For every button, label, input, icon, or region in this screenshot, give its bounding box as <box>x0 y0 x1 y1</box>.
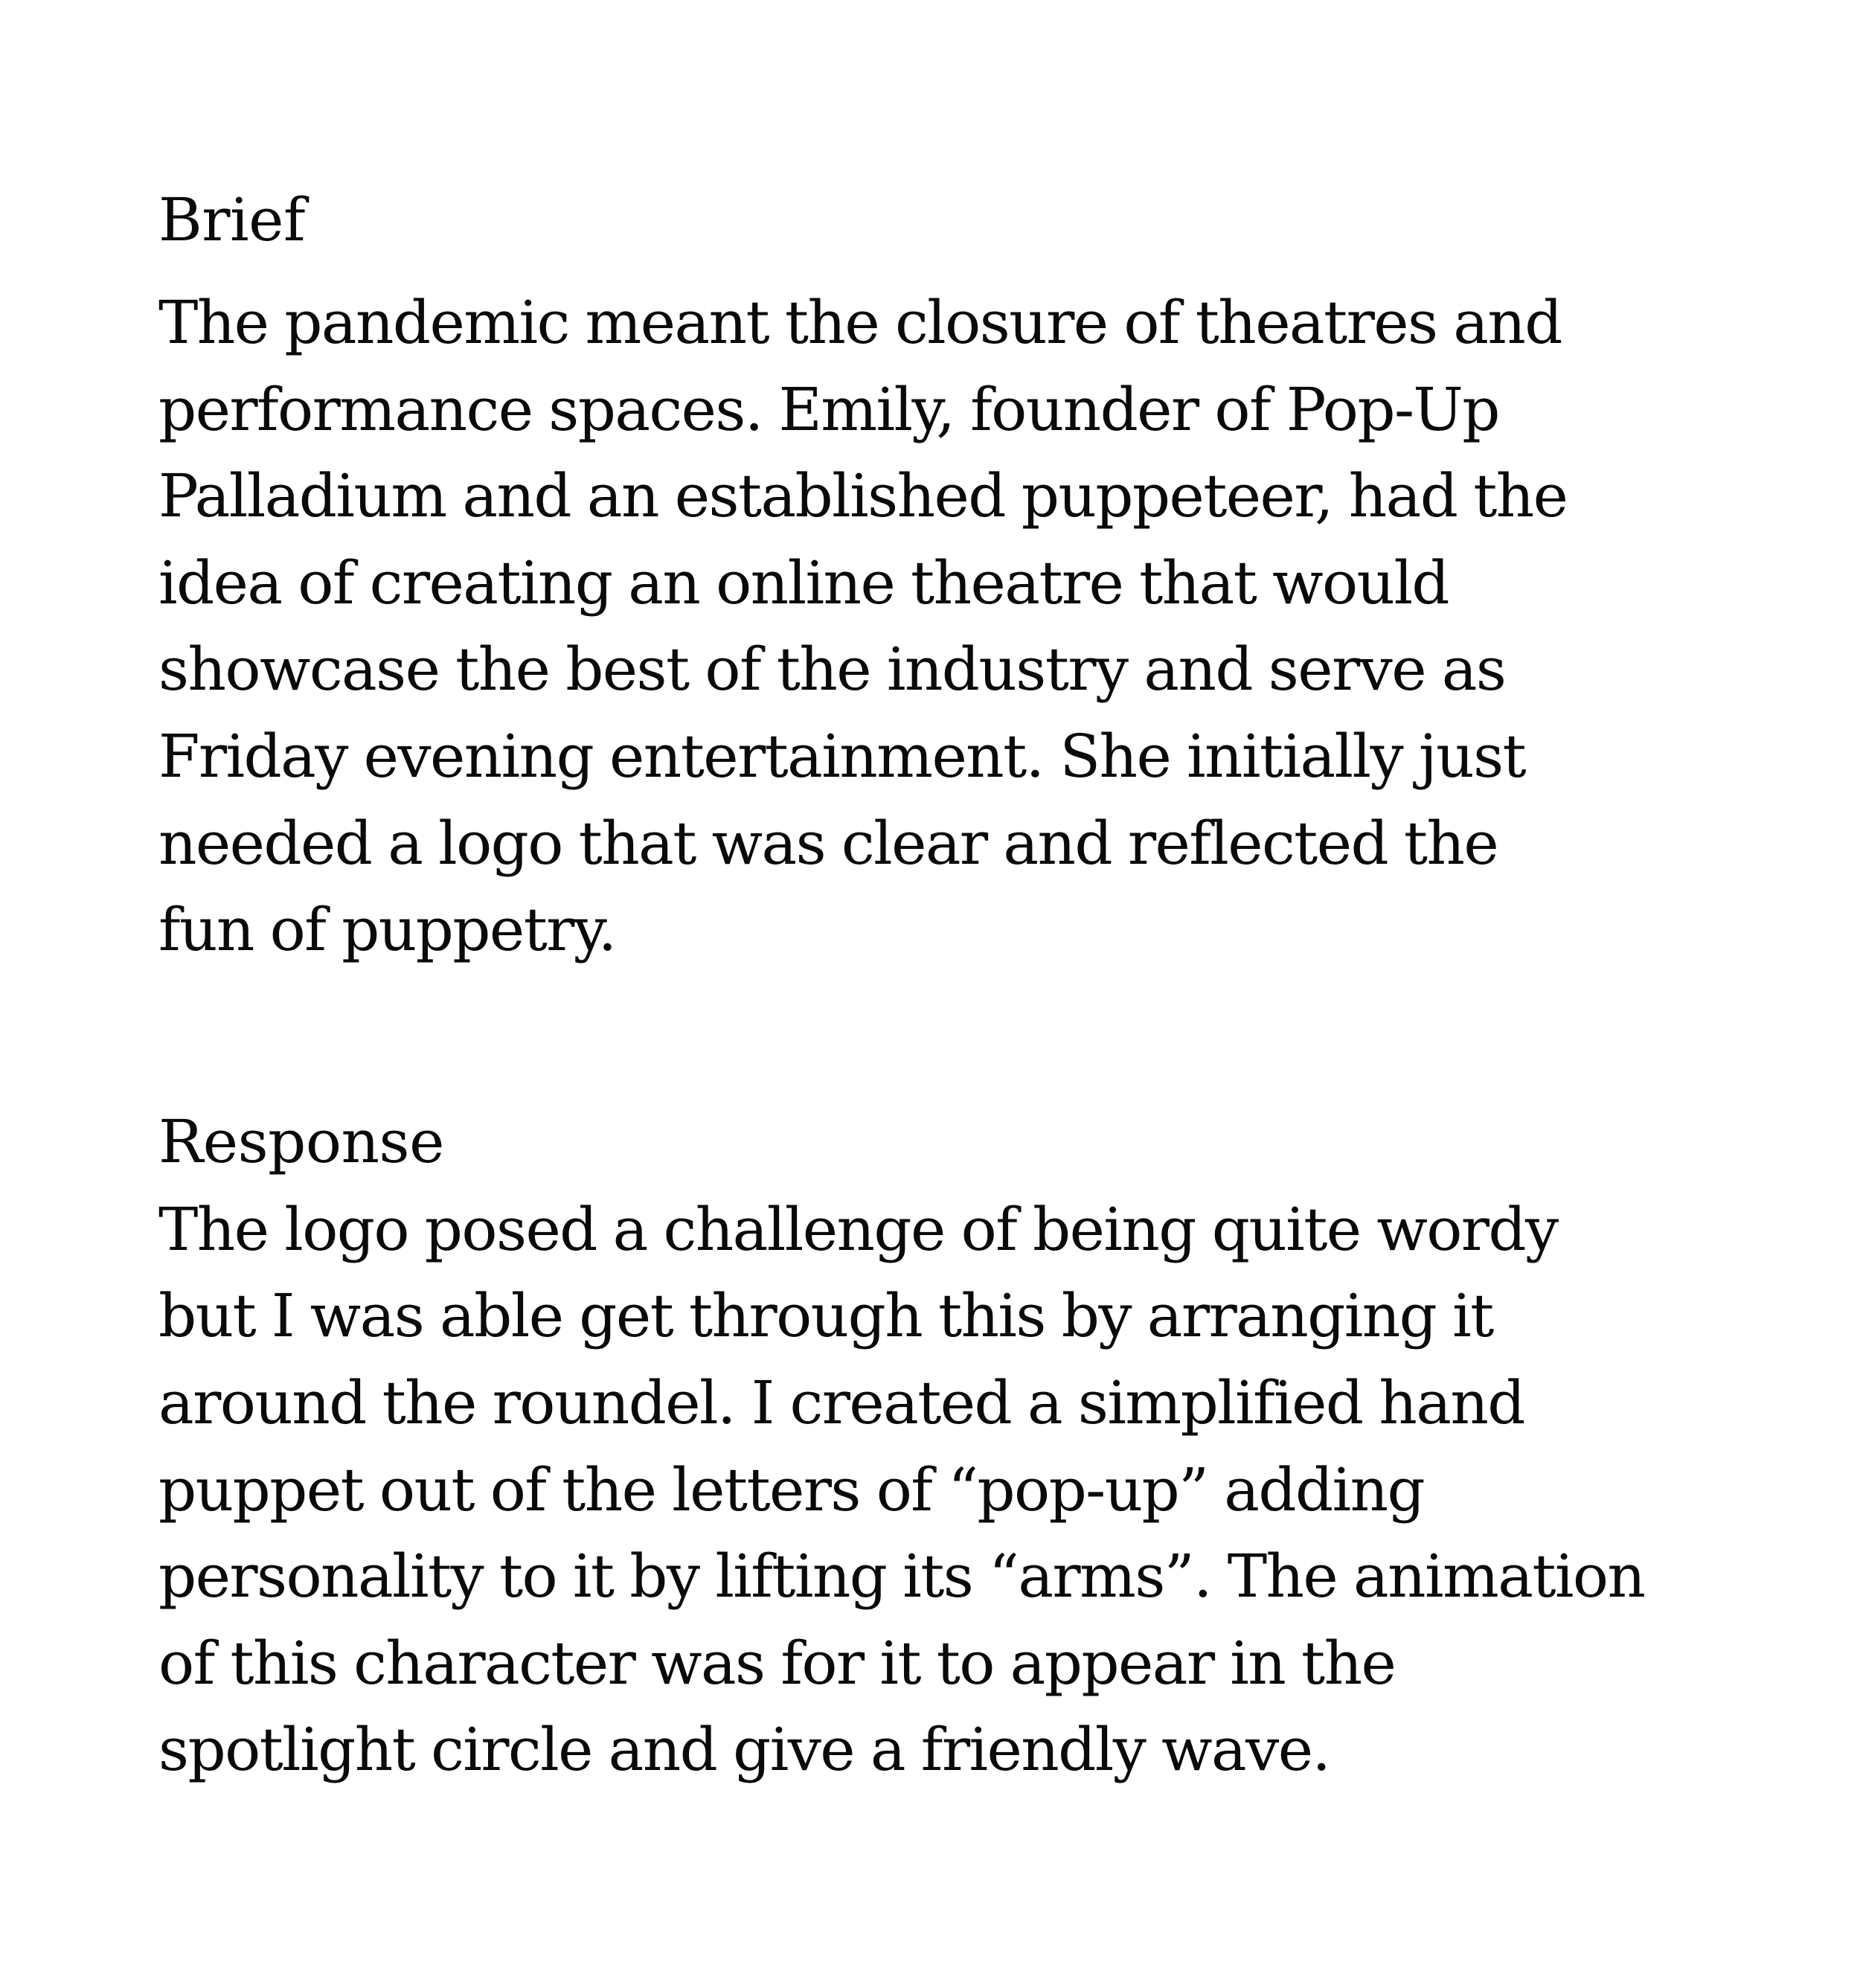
brief-line: showcase the best of the industry and serve as <box>158 635 1506 705</box>
response-line: around the roundel. I created a simplified hand <box>158 1367 1524 1437</box>
response-heading: Response <box>158 1106 444 1176</box>
document-page <box>158 177 1728 1794</box>
brief-line: performance spaces. Emily, founder of Pop-Up <box>158 374 1499 444</box>
response-line: spotlight circle and give a friendly wave. <box>158 1715 1330 1785</box>
brief-body <box>158 280 1728 974</box>
brief-line: Friday evening entertainment. She initially just <box>158 721 1526 791</box>
brief-line: needed a logo that was clear and reflected the <box>158 808 1498 878</box>
response-section <box>158 1099 1728 1794</box>
response-body <box>158 1187 1728 1794</box>
brief-line: fun of puppetry. <box>158 895 616 965</box>
response-line: personality to it by lifting its “arms”. The animation <box>158 1542 1645 1612</box>
brief-line: idea of creating an online theatre that would <box>158 548 1449 618</box>
brief-section <box>158 177 1728 974</box>
response-line: but I was able get through this by arranging it <box>158 1281 1493 1351</box>
brief-heading: Brief <box>158 185 306 254</box>
response-line: The logo posed a challenge of being quite wordy <box>158 1194 1558 1264</box>
brief-line: Palladium and an established puppeteer, had the <box>158 461 1568 531</box>
response-line: puppet out of the letters of “pop-up” adding <box>158 1455 1425 1524</box>
response-line: of this character was for it to appear in the <box>158 1628 1396 1698</box>
brief-line: The pandemic meant the closure of theatres and <box>158 288 1562 357</box>
